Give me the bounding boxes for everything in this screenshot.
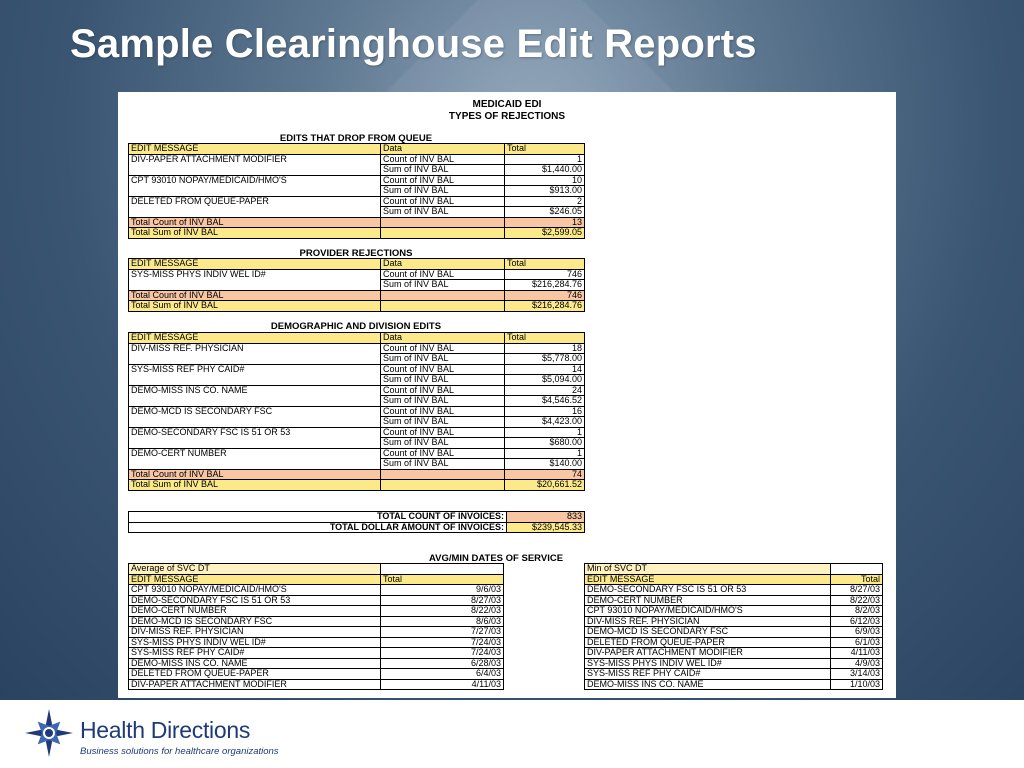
table-row [129,637,504,648]
total-cell: $4,546.52 [505,396,585,407]
header-row [129,574,504,585]
total-cell: 18 [505,343,585,354]
total-amount-label: TOTAL DOLLAR AMOUNT OF INVOICES: [129,522,507,533]
total-cell: 24 [505,385,585,396]
table-row [129,207,585,218]
data-cell: Count of INV BAL [381,427,505,438]
data-cell: Sum of INV BAL [381,280,505,291]
dates-section-title: AVG/MIN DATES OF SERVICE [428,553,564,564]
avg-dates-table [128,563,504,690]
total-cell: 1 [505,154,585,165]
table-row [585,637,883,648]
total-sum-label: Total Sum of INV BAL [129,301,381,312]
column-header: Data [381,259,505,270]
date-cell: 6/28/03 [381,658,504,669]
column-header: Data [381,333,505,344]
total-cell: $216,284.76 [505,280,585,291]
table-row [129,448,585,459]
table-row [129,269,585,280]
column-header: Total [505,333,585,344]
data-cell: Sum of INV BAL [381,186,505,197]
total-cell: $246.05 [505,207,585,218]
table-row [585,616,883,627]
data-cell: Sum of INV BAL [381,354,505,365]
total-cell: 2 [505,196,585,207]
edit-message-cell: DEMO-MCD IS SECONDARY FSC [585,627,831,638]
column-header: EDIT MESSAGE [129,333,381,344]
header-row [585,574,883,585]
column-header: Total [381,574,504,585]
total-cell: 746 [505,269,585,280]
table-row [129,364,585,375]
edit-message-cell: DIV-PAPER ATTACHMENT MODIFIER [585,648,831,659]
edit-message-cell: DEMO-MISS INS CO. NAME [129,658,381,669]
empty-cell [381,290,505,301]
empty-cell [831,564,883,575]
measure-label: Min of SVC DT [585,564,831,575]
total-count-label: Total Count of INV BAL [129,290,381,301]
date-cell: 4/11/03 [831,648,883,659]
demographic-section-title: DEMOGRAPHIC AND DIVISION EDITS [270,321,442,332]
brand-tagline: Business solutions for healthcare organizations [80,746,279,757]
table-row [129,606,504,617]
header-row [129,259,585,270]
queue-table [128,143,585,239]
data-cell: Count of INV BAL [381,406,505,417]
edit-message-cell: SYS-MISS PHYS INDIV WEL ID# [585,658,831,669]
total-cell: $913.00 [505,186,585,197]
edit-message-cell: DELETED FROM QUEUE-PAPER [129,196,381,207]
grand-totals-table [128,511,585,533]
empty-cell [381,469,505,480]
edit-message-cell: DEMO-MISS INS CO. NAME [585,679,831,690]
data-cell: Sum of INV BAL [381,207,505,218]
table-row [129,616,504,627]
edit-message-cell [129,207,381,218]
column-header: Data [381,144,505,155]
table-row [585,648,883,659]
total-cell: $5,778.00 [505,354,585,365]
table-row [585,595,883,606]
total-count-value: 74 [505,469,585,480]
date-cell: 8/27/03 [381,595,504,606]
table-row [129,595,504,606]
data-cell: Count of INV BAL [381,175,505,186]
edit-message-cell [129,280,381,291]
total-count-value: 746 [505,290,585,301]
table-row [129,427,585,438]
provider-table [128,258,585,312]
date-cell: 3/14/03 [831,669,883,680]
total-cell: $4,423.00 [505,417,585,428]
data-cell: Count of INV BAL [381,385,505,396]
total-count-label: TOTAL COUNT OF INVOICES: [129,512,507,523]
edit-message-cell: CPT 93010 NOPAY/MEDICAID/HMO'S [129,585,381,596]
table-row [585,679,883,690]
total-count-row [129,290,585,301]
provider-section-title: PROVIDER REJECTIONS [299,248,413,259]
table-row [129,280,585,291]
edit-message-cell: DEMO-MCD IS SECONDARY FSC [129,406,381,417]
date-cell: 8/6/03 [381,616,504,627]
data-cell: Count of INV BAL [381,343,505,354]
measure-label: Average of SVC DT [129,564,381,575]
column-header: Total [831,574,883,585]
report-image [118,92,896,698]
table-row [129,396,585,407]
total-count-value: 13 [505,217,585,228]
table-row [129,459,585,470]
total-cell: $140.00 [505,459,585,470]
edit-message-cell: DEMO-SECONDARY FSC IS 51 OR 53 [129,595,381,606]
total-cell: $1,440.00 [505,165,585,176]
data-cell: Count of INV BAL [381,269,505,280]
data-cell: Sum of INV BAL [381,165,505,176]
column-header: Total [505,144,585,155]
total-amount-value: $239,545.33 [507,522,585,533]
edit-message-cell: CPT 93010 NOPAY/MEDICAID/HMO'S [129,175,381,186]
table-row [129,343,585,354]
slide-title: Sample Clearinghouse Edit Reports [70,22,757,66]
date-cell: 8/22/03 [381,606,504,617]
table-row [129,354,585,365]
date-cell: 7/24/03 [381,648,504,659]
edit-message-cell: DELETED FROM QUEUE-PAPER [585,637,831,648]
table-row [129,438,585,449]
brand-name: Health Directions [80,717,251,743]
date-cell: 1/10/03 [831,679,883,690]
total-sum-label: Total Sum of INV BAL [129,480,381,491]
date-cell: 4/11/03 [381,679,504,690]
header-row [129,144,585,155]
table-row [129,196,585,207]
edit-message-cell: CPT 93010 NOPAY/MEDICAID/HMO'S [585,606,831,617]
empty-cell [381,228,505,239]
date-cell: 7/24/03 [381,637,504,648]
report-heading: MEDICAID EDI [472,99,542,110]
table-row [129,679,504,690]
date-cell: 4/9/03 [831,658,883,669]
table-row [129,648,504,659]
table-row [129,175,585,186]
total-sum-row [129,228,585,239]
edit-message-cell: DEMO-SECONDARY FSC IS 51 OR 53 [129,427,381,438]
header-row [129,333,585,344]
table-row [129,186,585,197]
edit-message-cell: SYS-MISS REF PHY CAID# [129,364,381,375]
total-cell: 1 [505,448,585,459]
edit-message-cell [129,375,381,386]
table-row [129,669,504,680]
data-cell: Count of INV BAL [381,196,505,207]
total-sum-value: $20,661.52 [505,480,585,491]
total-cell: 14 [505,364,585,375]
demographic-table [128,332,585,491]
edit-message-cell: DIV-PAPER ATTACHMENT MODIFIER [129,679,381,690]
data-cell: Count of INV BAL [381,448,505,459]
measure-row [585,564,883,575]
table-row [585,669,883,680]
date-cell: 8/22/03 [831,595,883,606]
date-cell: 6/1/03 [831,637,883,648]
edit-message-cell: DEMO-CERT NUMBER [585,595,831,606]
date-cell: 8/27/03 [831,585,883,596]
edit-message-cell: DEMO-CERT NUMBER [129,606,381,617]
table-row [129,658,504,669]
empty-cell [381,480,505,491]
total-count-row [129,217,585,228]
date-cell: 7/27/03 [381,627,504,638]
date-cell: 6/9/03 [831,627,883,638]
date-cell: 8/2/03 [831,606,883,617]
total-cell: 10 [505,175,585,186]
total-count-label: Total Count of INV BAL [129,469,381,480]
edit-message-cell: DEMO-CERT NUMBER [129,448,381,459]
edit-message-cell [129,354,381,365]
table-row [129,154,585,165]
compass-star-icon [24,708,74,758]
column-header: Total [505,259,585,270]
table-row [129,585,504,596]
total-cell: $680.00 [505,438,585,449]
table-row [129,385,585,396]
edit-message-cell [129,438,381,449]
data-cell: Sum of INV BAL [381,459,505,470]
empty-cell [381,217,505,228]
table-row [129,406,585,417]
total-sum-value: $216,284.76 [505,301,585,312]
table-row [129,627,504,638]
total-count-label: Total Count of INV BAL [129,217,381,228]
total-sum-row [129,480,585,491]
report-subheading: TYPES OF REJECTIONS [448,111,566,122]
edit-message-cell [129,396,381,407]
edit-message-cell: DEMO-SECONDARY FSC IS 51 OR 53 [585,585,831,596]
edit-message-cell: DIV-MISS REF. PHYSICIAN [129,627,381,638]
edit-message-cell: DEMO-MISS INS CO. NAME [129,385,381,396]
edit-message-cell [129,459,381,470]
edit-message-cell [129,417,381,428]
data-cell: Sum of INV BAL [381,438,505,449]
data-cell: Sum of INV BAL [381,375,505,386]
column-header: EDIT MESSAGE [129,574,381,585]
data-cell: Sum of INV BAL [381,417,505,428]
table-row [585,658,883,669]
edit-message-cell: DIV-MISS REF. PHYSICIAN [585,616,831,627]
table-row [585,627,883,638]
date-cell: 6/4/03 [381,669,504,680]
edit-message-cell: DIV-MISS REF. PHYSICIAN [129,343,381,354]
total-count-value: 833 [507,512,585,523]
date-cell: 6/12/03 [831,616,883,627]
total-sum-label: Total Sum of INV BAL [129,228,381,239]
min-dates-table [584,563,883,690]
table-row [585,606,883,617]
data-cell: Sum of INV BAL [381,396,505,407]
footer [0,700,1024,768]
total-cell: 1 [505,427,585,438]
empty-cell [381,301,505,312]
edit-message-cell: SYS-MISS PHYS INDIV WEL ID# [129,637,381,648]
table-row [129,165,585,176]
total-sum-row [129,301,585,312]
total-cell: 16 [505,406,585,417]
column-header: EDIT MESSAGE [585,574,831,585]
edit-message-cell: SYS-MISS REF PHY CAID# [585,669,831,680]
empty-cell [381,564,504,575]
column-header: EDIT MESSAGE [129,259,381,270]
edit-message-cell [129,186,381,197]
total-count-row [129,469,585,480]
date-cell: 9/6/03 [381,585,504,596]
table-row [129,375,585,386]
edit-message-cell: SYS-MISS PHYS INDIV WEL ID# [129,269,381,280]
queue-section-title: EDITS THAT DROP FROM QUEUE [279,133,433,144]
column-header: EDIT MESSAGE [129,144,381,155]
measure-row [129,564,504,575]
data-cell: Count of INV BAL [381,154,505,165]
total-cell: $5,094.00 [505,375,585,386]
table-row [129,417,585,428]
edit-message-cell: SYS-MISS REF PHY CAID# [129,648,381,659]
edit-message-cell: DEMO-MCD IS SECONDARY FSC [129,616,381,627]
edit-message-cell [129,165,381,176]
edit-message-cell: DELETED FROM QUEUE-PAPER [129,669,381,680]
table-row [585,585,883,596]
edit-message-cell: DIV-PAPER ATTACHMENT MODIFIER [129,154,381,165]
total-sum-value: $2,599.05 [505,228,585,239]
data-cell: Count of INV BAL [381,364,505,375]
